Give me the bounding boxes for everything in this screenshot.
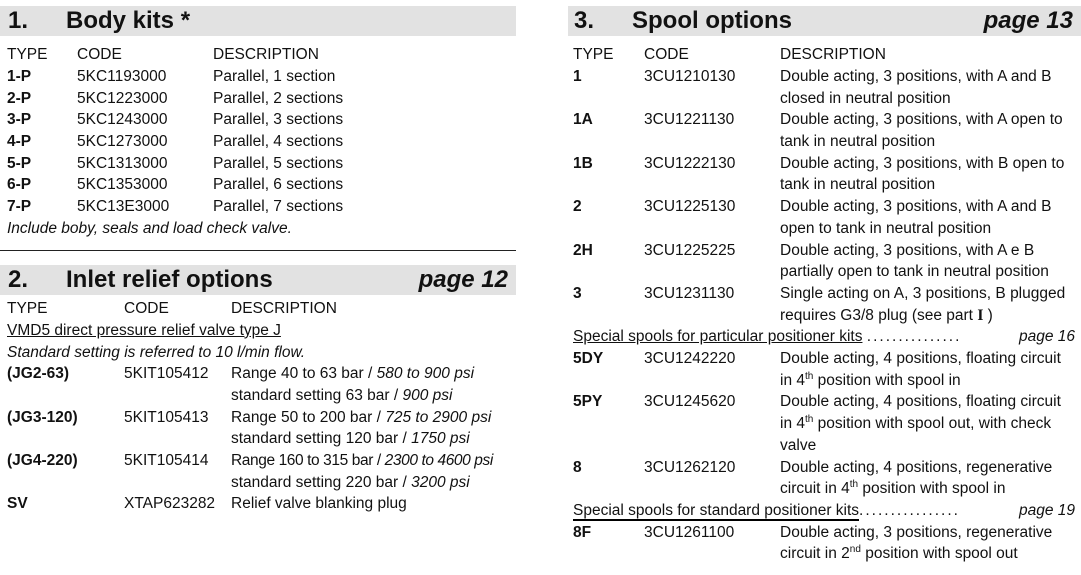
description-cell: Parallel, 3 sections (213, 111, 344, 129)
table-row (568, 522, 1081, 565)
table-row (0, 363, 516, 406)
part-reference: I (977, 306, 984, 324)
table-row (0, 493, 516, 515)
section-number: 1. (8, 7, 29, 34)
description-cell: Double acting, 3 positions, with B open to (780, 154, 1065, 172)
page-reference: page 13 (983, 7, 1073, 34)
col-header-code: CODE (644, 46, 689, 63)
code-cell: 5KIT105413 (124, 408, 209, 426)
description-line2 (231, 385, 452, 407)
type-cell: (JG2-63) (7, 365, 70, 383)
description-line2 (780, 543, 1018, 565)
table-header (0, 298, 516, 320)
col-header-description: DESCRIPTION (213, 46, 319, 63)
ordinal-suffix: th (805, 370, 814, 382)
text-b: position with spool out, with check (813, 415, 1052, 433)
section-1-header (0, 6, 516, 36)
description-cell: Double acting, 3 positions, with A open to (780, 111, 1063, 129)
description-line2: tank in neutral position (780, 133, 936, 151)
text-b: position with spool in (813, 371, 961, 389)
type-cell: (JG3-120) (7, 408, 78, 426)
text-a: circuit in 2 (780, 545, 850, 563)
col-header-type: TYPE (573, 46, 614, 63)
code-cell: XTAP623282 (124, 495, 216, 513)
text-b: position with spool in (858, 480, 1006, 498)
description-cell: Parallel, 1 section (213, 68, 336, 85)
text-b: position with spool out (860, 545, 1018, 563)
table-row (0, 153, 516, 175)
col-header-description: DESCRIPTION (231, 299, 337, 317)
table-row (0, 109, 516, 131)
standard-setting-psi: 3200 psi (411, 473, 470, 491)
description-cell: Double acting, 4 positions, floating circuit (780, 350, 1061, 368)
left-column (0, 0, 516, 515)
particular-spools-table (568, 348, 1081, 500)
range-psi: 580 to 900 psi (376, 365, 475, 383)
heading-label: Special spools for particular positioner kits (573, 328, 863, 346)
leader-dots: ............... (866, 328, 962, 346)
subheading (0, 320, 516, 342)
description-line2 (780, 413, 1051, 435)
body-kits-note (0, 218, 516, 240)
code-cell: 3CU1261100 (644, 523, 735, 541)
note-text: Standard setting is referred to 10 l/min flow. (7, 343, 306, 361)
note-text: Include boby, seals and load check valve. (7, 219, 292, 237)
heading-label: Special spools for standard positioner kits (573, 501, 860, 519)
standard-positioner-heading (568, 500, 1081, 522)
code-cell: 5KIT105414 (124, 451, 209, 469)
type-cell: SV (7, 495, 28, 513)
type-cell: 1B (573, 154, 593, 172)
range-psi: 725 to 2900 psi (385, 408, 492, 426)
description-cell: Double acting, 3 positions, with A e B (780, 241, 1035, 259)
section-3-header (568, 6, 1081, 36)
code-cell: 5KC1223000 (77, 89, 168, 107)
code-cell: 3CU1245620 (644, 393, 736, 411)
code-cell: 5KC1273000 (77, 133, 168, 151)
standard-setting-text: standard setting 220 bar / (231, 473, 412, 491)
ordinal-suffix: th (849, 479, 859, 491)
type-cell: 8F (573, 523, 592, 541)
section-number: 3. (574, 7, 595, 34)
col-header-code: CODE (77, 46, 122, 63)
description-cell: Double acting, 4 positions, floating circuit (780, 393, 1061, 411)
table-row (0, 66, 516, 88)
code-cell: 5KC13E3000 (77, 198, 170, 216)
standard-setting-text: standard setting 120 bar / (231, 430, 412, 448)
description-line2: partially open to tank in neutral position (780, 263, 1049, 281)
type-cell: 8 (573, 458, 582, 476)
text-a: circuit in 4 (780, 480, 850, 498)
description-line2: open to tank in neutral position (780, 219, 992, 237)
range-psi: 2300 to 4600 psi (384, 451, 493, 469)
range-text: Range 40 to 63 bar / (231, 365, 377, 383)
table-row (0, 131, 516, 153)
table-row (568, 457, 1081, 500)
code-cell: 3CU1222130 (644, 154, 736, 172)
ordinal-suffix: th (805, 413, 814, 425)
description-line2 (231, 428, 470, 450)
section-number: 2. (8, 265, 29, 293)
section-2-header (0, 265, 516, 295)
section-title: Body kits * (66, 7, 191, 34)
code-cell: 3CU1225130 (644, 198, 736, 216)
particular-positioner-heading (568, 326, 1081, 348)
description-line2 (780, 305, 993, 327)
code-cell: 3CU1225225 (644, 241, 736, 259)
table-header (568, 44, 1081, 66)
description-cell: Double acting, 3 positions, with A and B (780, 68, 1052, 85)
type-cell: 3-P (7, 111, 32, 129)
description-line2 (780, 478, 1005, 500)
code-cell: 5KC1313000 (77, 154, 168, 172)
description-cell: Parallel, 6 sections (213, 176, 344, 194)
description-cell: Double acting, 4 positions, regenerative (780, 458, 1053, 476)
description-cell: Relief valve blanking plug (231, 495, 407, 513)
plug-text: requires G3/8 plug (see part (780, 306, 978, 324)
section-title: Spool options (632, 7, 792, 34)
heading-line (573, 500, 960, 522)
table-row (568, 153, 1081, 196)
type-cell: 1 (573, 68, 582, 85)
table-row (568, 66, 1081, 109)
spool-options-table (568, 66, 1081, 326)
closing-paren: ) (983, 306, 993, 324)
section-title: Inlet relief options (66, 265, 273, 293)
description-line2: tank in neutral position (780, 176, 936, 194)
inlet-relief-table (0, 363, 516, 515)
table-row (0, 196, 516, 218)
type-cell: 3 (573, 284, 582, 302)
table-row (568, 283, 1081, 326)
code-cell: 3CU1262120 (644, 458, 736, 476)
type-cell: 4-P (7, 133, 32, 151)
code-cell: 3CU1221130 (644, 111, 735, 129)
description-cell: Parallel, 5 sections (213, 154, 344, 172)
code-cell: 3CU1231130 (644, 284, 735, 302)
type-cell: 7-P (7, 198, 32, 216)
range-text: Range 50 to 200 bar / (231, 408, 386, 426)
description-cell: Single acting on A, 3 positions, B plugged (780, 284, 1066, 302)
col-header-code: CODE (124, 299, 169, 317)
description-line2 (231, 472, 470, 494)
table-row (568, 109, 1081, 152)
description-cell: Double acting, 3 positions, with A and B (780, 198, 1052, 216)
leader-dots: ................ (859, 501, 960, 519)
type-cell: 2-P (7, 89, 32, 107)
table-row (568, 348, 1081, 391)
setting-note (0, 342, 516, 364)
description-line3: valve (780, 436, 817, 454)
description-cell (231, 363, 474, 385)
page-reference: page 12 (418, 265, 508, 293)
type-cell: 5-P (7, 154, 32, 172)
right-column (568, 0, 1081, 565)
table-row (568, 391, 1081, 456)
type-cell: 5PY (573, 393, 603, 411)
heading-line (573, 326, 961, 348)
type-cell: 2 (573, 198, 582, 216)
page-reference: page 16 (1018, 328, 1075, 346)
description-cell (231, 407, 491, 429)
code-cell: 5KC1193000 (77, 68, 167, 85)
type-cell: 2H (573, 241, 593, 259)
table-row (0, 407, 516, 450)
table-row (568, 196, 1081, 239)
type-cell: 1A (573, 111, 593, 129)
table-row (0, 88, 516, 110)
description-cell: Parallel, 2 sections (213, 89, 344, 107)
table-row (0, 450, 516, 493)
subheading-text: VMD5 direct pressure relief valve type J (7, 321, 281, 339)
code-cell: 5KC1353000 (77, 176, 168, 194)
table-row (0, 174, 516, 196)
standard-setting-psi: 1750 psi (411, 430, 470, 448)
code-cell: 3CU1242220 (644, 350, 736, 368)
standard-spools-table (568, 522, 1081, 565)
type-cell: (JG4-220) (7, 451, 78, 469)
col-header-type: TYPE (7, 299, 48, 317)
code-cell: 5KC1243000 (77, 111, 168, 129)
type-cell: 1-P (7, 68, 32, 85)
table-row (568, 240, 1081, 283)
page-reference: page 19 (1018, 501, 1075, 519)
description-cell: Parallel, 7 sections (213, 198, 344, 216)
code-cell: 3CU1210130 (644, 68, 736, 85)
col-header-description: DESCRIPTION (780, 46, 886, 63)
table-header (0, 44, 516, 66)
body-kits-table (0, 66, 516, 218)
text-a: in 4 (780, 371, 805, 389)
description-cell: Double acting, 3 positions, regenerative (780, 523, 1053, 541)
description-cell (231, 450, 493, 472)
description-line2: closed in neutral position (780, 89, 951, 107)
description-cell: Parallel, 4 sections (213, 133, 344, 151)
standard-setting-text: standard setting 63 bar / (231, 386, 403, 404)
type-cell: 6-P (7, 176, 32, 194)
ordinal-suffix: nd (849, 544, 861, 556)
code-cell: 5KIT105412 (124, 365, 209, 383)
text-a: in 4 (780, 415, 805, 433)
type-cell: 5DY (573, 350, 604, 368)
col-header-type: TYPE (7, 46, 48, 63)
standard-setting-psi: 900 psi (402, 386, 453, 404)
description-line2 (780, 370, 961, 392)
range-text: Range 160 to 315 bar / (231, 451, 385, 469)
